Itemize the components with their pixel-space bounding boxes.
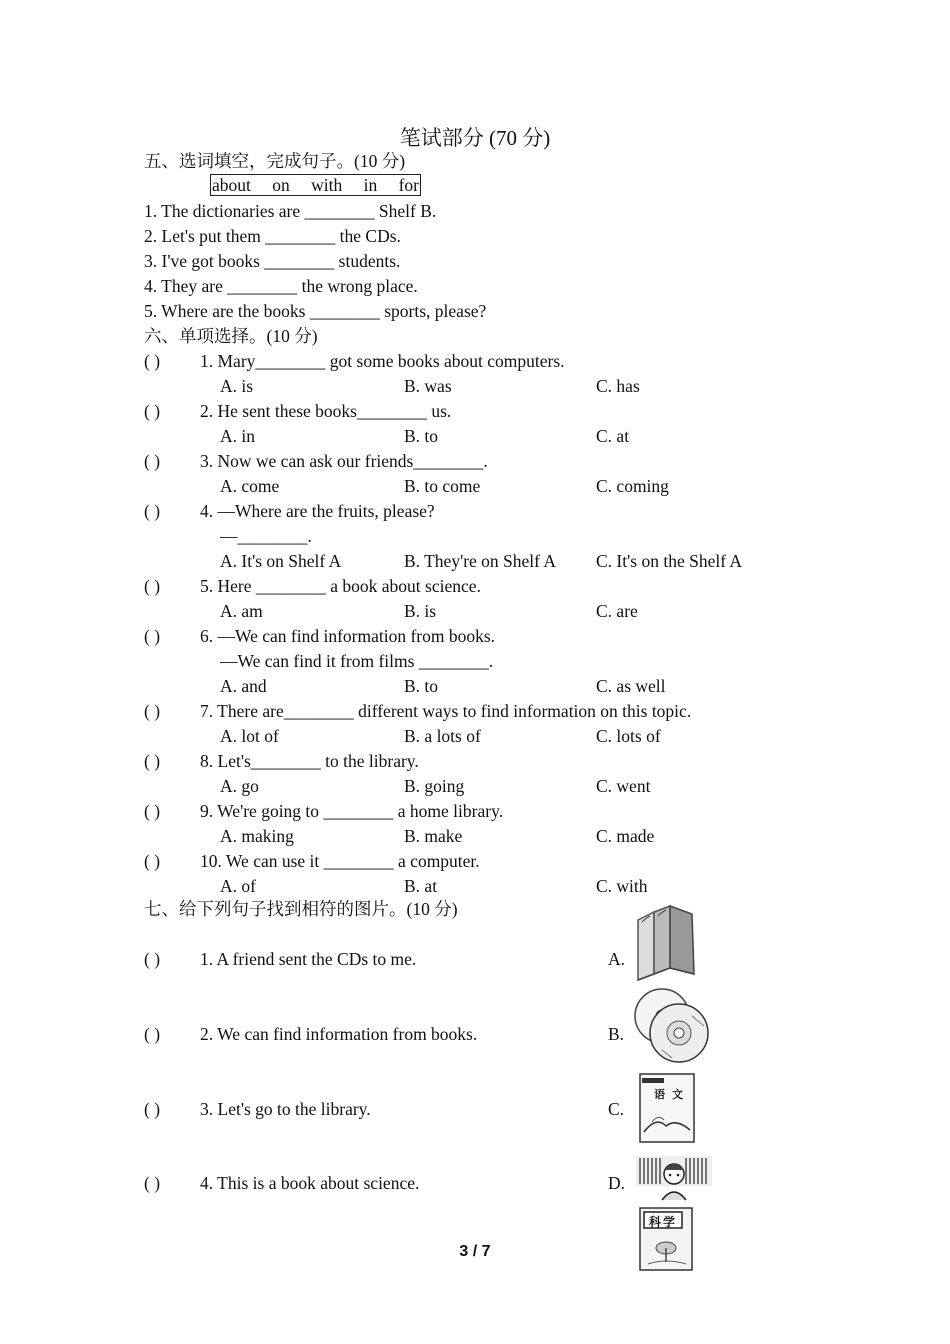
option-b: B. at bbox=[404, 876, 438, 896]
answer-parens[interactable]: ( ) bbox=[144, 451, 161, 471]
option-a: A. and bbox=[220, 676, 267, 696]
option-b: B. to bbox=[404, 426, 439, 446]
answer-parens[interactable]: ( ) bbox=[144, 949, 161, 969]
chinese-book-icon bbox=[638, 1072, 698, 1144]
option-a: A. It's on Shelf A bbox=[220, 551, 342, 571]
science-book-icon bbox=[638, 1206, 696, 1272]
option-a: A. am bbox=[220, 601, 263, 621]
cds-icon bbox=[632, 986, 712, 1066]
question-text: 4. —Where are the fruits, please? bbox=[200, 501, 435, 521]
section7-heading: 七、给下列句子找到相符的图片。(10 分) bbox=[144, 899, 458, 919]
question-text: 8. Let's________ to the library. bbox=[200, 751, 419, 771]
book-title-char: 文 bbox=[672, 1089, 683, 1101]
word-bank-item: in bbox=[363, 174, 378, 195]
option-a: A. lot of bbox=[220, 726, 279, 746]
option-a: A. of bbox=[220, 876, 256, 896]
option-c: C. with bbox=[596, 876, 648, 896]
question-text: 6. —We can find information from books. bbox=[200, 626, 496, 646]
option-a: A. making bbox=[220, 826, 294, 846]
fill-item: 4. They are ________ the wrong place. bbox=[144, 276, 418, 296]
question-text: 2. He sent these books________ us. bbox=[200, 401, 452, 421]
answer-parens[interactable]: ( ) bbox=[144, 851, 161, 871]
option-c: C. as well bbox=[596, 676, 666, 696]
page-number: 3 / 7 bbox=[459, 1243, 491, 1260]
option-b: B. make bbox=[404, 826, 463, 846]
answer-parens[interactable]: ( ) bbox=[144, 576, 161, 596]
option-c: C. at bbox=[596, 426, 630, 446]
section5-heading: 五、选词填空，完成句子。(10 分) bbox=[144, 151, 406, 171]
option-b: B. going bbox=[404, 776, 465, 796]
answer-parens[interactable]: ( ) bbox=[144, 501, 161, 521]
answer-parens[interactable]: ( ) bbox=[144, 1173, 161, 1193]
word-bank-item: about bbox=[212, 174, 251, 195]
question-text: 3. Now we can ask our friends________. bbox=[200, 451, 488, 471]
option-a: A. go bbox=[220, 776, 259, 796]
option-c: C. lots of bbox=[596, 726, 661, 746]
science-book-title: 科学 bbox=[649, 1215, 678, 1229]
answer-parens[interactable]: ( ) bbox=[144, 1024, 161, 1044]
answer-parens[interactable]: ( ) bbox=[144, 801, 161, 821]
answer-parens[interactable]: ( ) bbox=[144, 1099, 161, 1119]
option-c: C. has bbox=[596, 376, 640, 396]
match-sentence: 1. A friend sent the CDs to me. bbox=[200, 949, 417, 969]
word-bank-item: for bbox=[398, 174, 419, 195]
answer-parens[interactable]: ( ) bbox=[144, 401, 161, 421]
picture-label: D. bbox=[608, 1173, 626, 1193]
option-c: C. It's on the Shelf A bbox=[596, 551, 743, 571]
option-c: C. went bbox=[596, 776, 651, 796]
fill-item: 5. Where are the books ________ sports, please? bbox=[144, 301, 487, 321]
option-b: B. to come bbox=[404, 476, 481, 496]
option-c: C. coming bbox=[596, 476, 669, 496]
question-text: 10. We can use it ________ a computer. bbox=[200, 851, 480, 871]
fill-item: 1. The dictionaries are ________ Shelf B. bbox=[144, 201, 437, 221]
fill-item: 2. Let's put them ________ the CDs. bbox=[144, 226, 401, 246]
match-sentence: 2. We can find information from books. bbox=[200, 1024, 478, 1044]
option-b: B. a lots of bbox=[404, 726, 481, 746]
answer-parens[interactable]: ( ) bbox=[144, 351, 161, 371]
question-text-line2: —We can find it from films ________. bbox=[220, 651, 494, 671]
books-icon bbox=[634, 902, 698, 982]
book-title-char: 语 bbox=[654, 1089, 665, 1101]
option-b: B. They're on Shelf A bbox=[404, 551, 557, 571]
picture-label: C. bbox=[608, 1099, 625, 1119]
section6-heading: 六、单项选择。(10 分) bbox=[144, 326, 318, 346]
library-icon bbox=[636, 1154, 712, 1202]
word-bank-item: with bbox=[311, 174, 343, 195]
word-bank-item: on bbox=[272, 174, 290, 195]
answer-parens[interactable]: ( ) bbox=[144, 701, 161, 721]
option-b: B. was bbox=[404, 376, 452, 396]
question-text: 7. There are________ different ways to find information on this topic. bbox=[200, 701, 692, 721]
question-text: 9. We're going to ________ a home library. bbox=[200, 801, 504, 821]
option-c: C. made bbox=[596, 826, 655, 846]
match-sentence: 4. This is a book about science. bbox=[200, 1173, 420, 1193]
word-bank bbox=[210, 174, 421, 196]
picture-label: A. bbox=[608, 949, 626, 969]
option-a: A. is bbox=[220, 376, 254, 396]
question-text: 5. Here ________ a book about science. bbox=[200, 576, 481, 596]
fill-item: 3. I've got books ________ students. bbox=[144, 251, 401, 271]
option-b: B. to bbox=[404, 676, 439, 696]
picture-label: B. bbox=[608, 1024, 625, 1044]
match-sentence: 3. Let's go to the library. bbox=[200, 1099, 371, 1119]
option-b: B. is bbox=[404, 601, 437, 621]
question-text-line2: —________. bbox=[220, 526, 312, 546]
question-text: 1. Mary________ got some books about computers. bbox=[200, 351, 565, 371]
page-title: 笔试部分 (70 分) bbox=[399, 126, 551, 150]
answer-parens[interactable]: ( ) bbox=[144, 751, 161, 771]
option-c: C. are bbox=[596, 601, 638, 621]
option-a: A. in bbox=[220, 426, 255, 446]
option-a: A. come bbox=[220, 476, 280, 496]
answer-parens[interactable]: ( ) bbox=[144, 626, 161, 646]
